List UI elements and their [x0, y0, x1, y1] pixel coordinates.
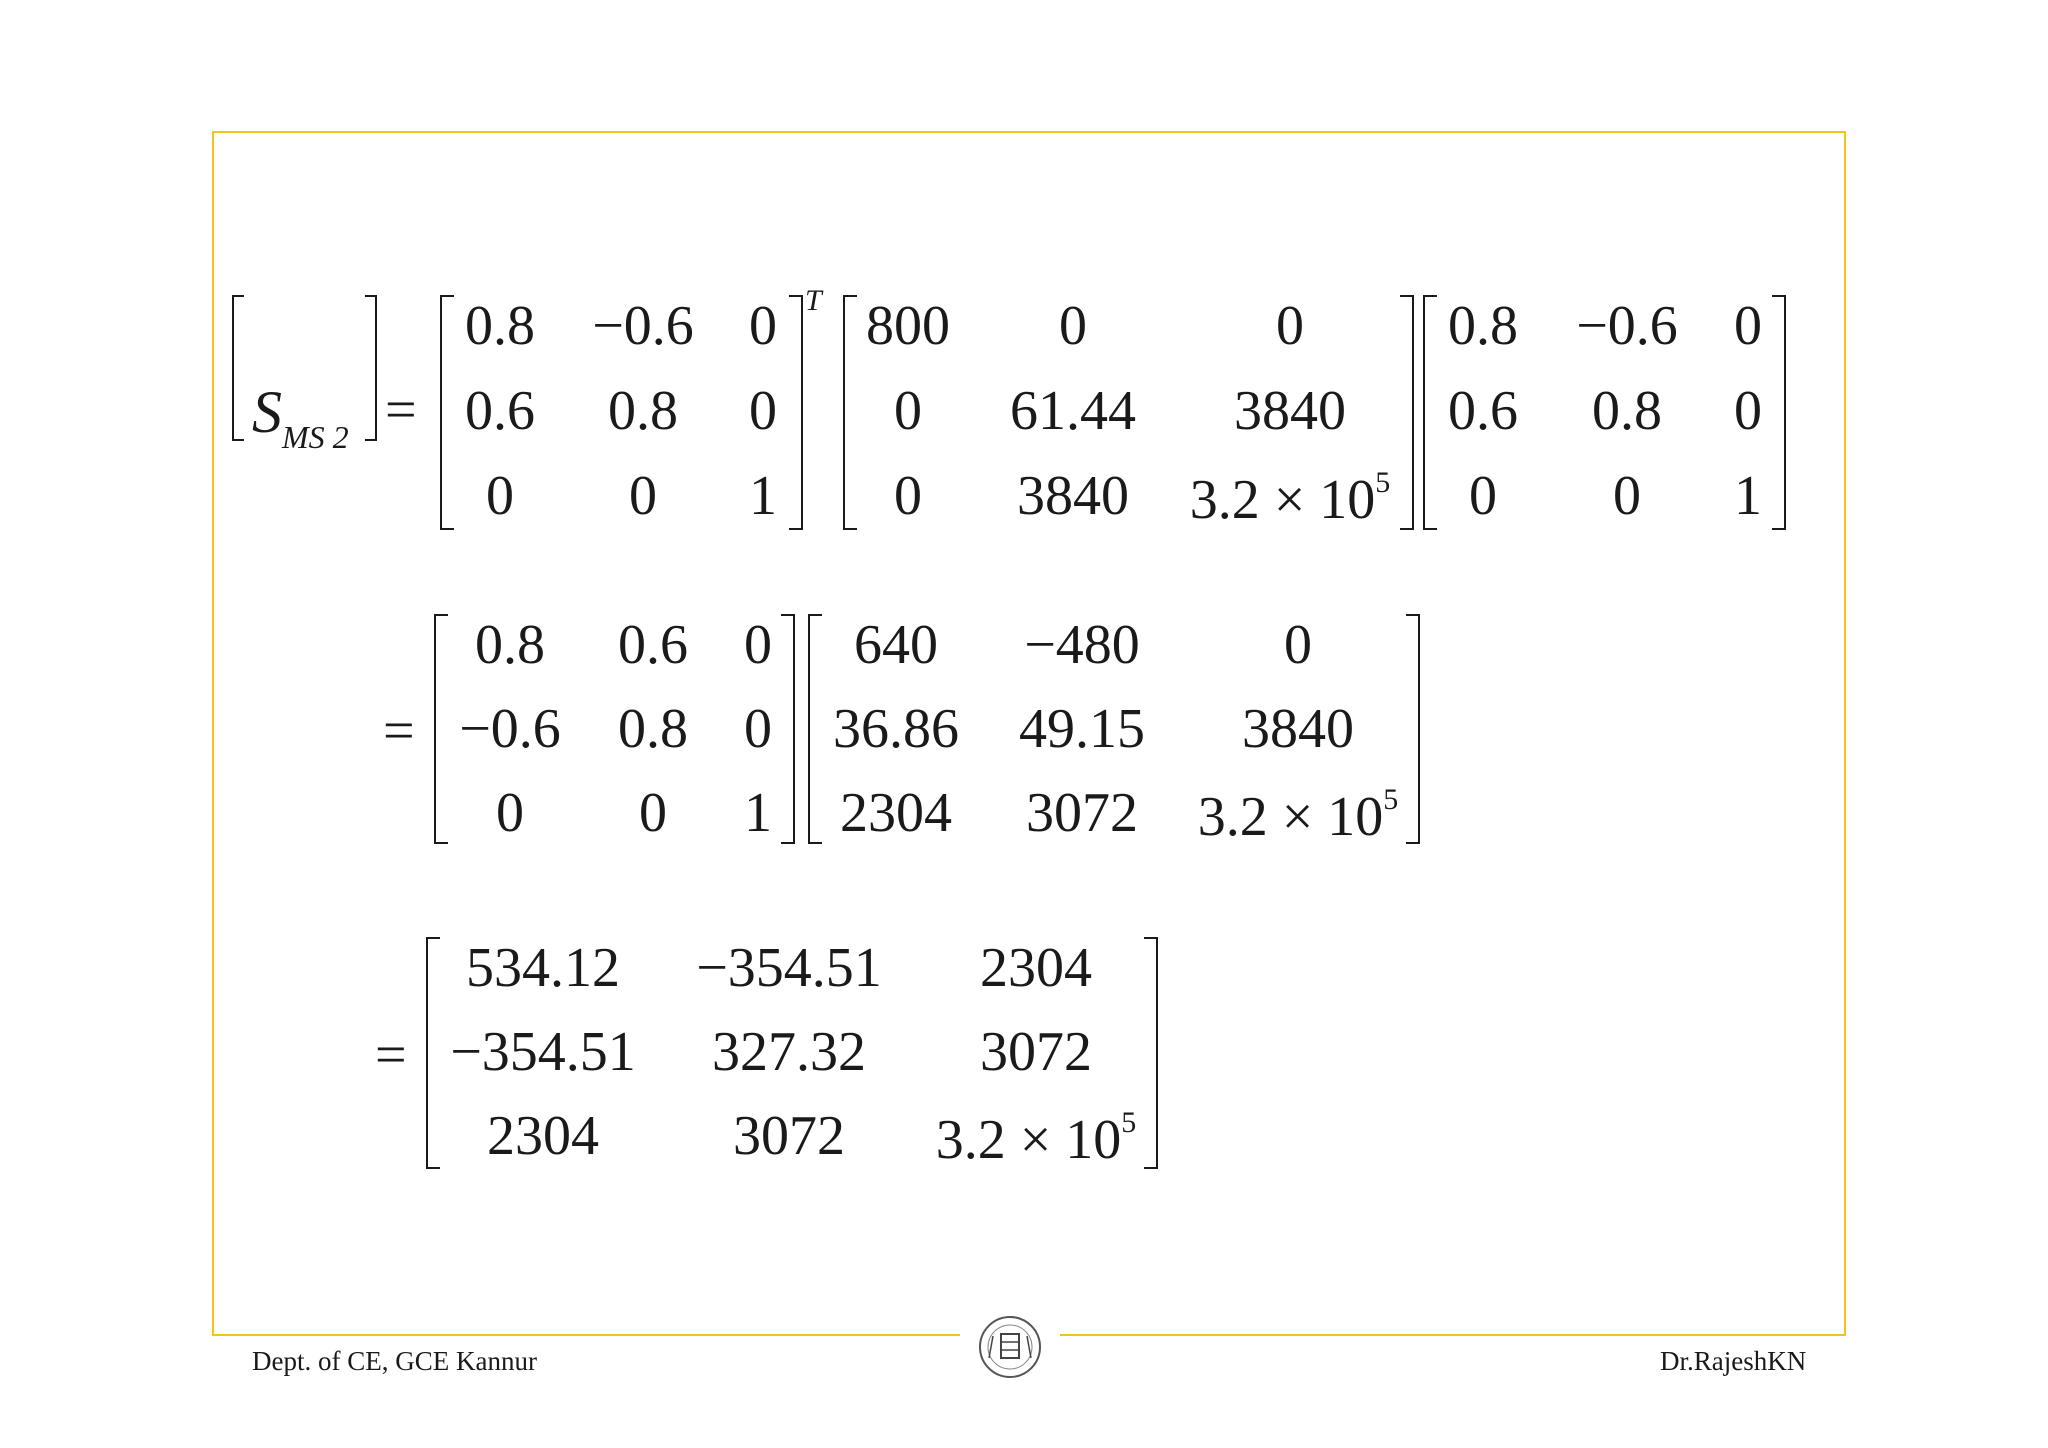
matrix-bracket-left — [843, 295, 857, 530]
matrix-cell — [1734, 465, 1762, 527]
matrix-cell-value: −0.6 — [1576, 295, 1678, 357]
lhs-bracket-right — [365, 295, 377, 441]
matrix-cell-value: 0 — [894, 465, 922, 527]
matrix-cell-value: 49.15 — [1019, 698, 1145, 760]
matrix-cell — [459, 698, 561, 760]
matrix-cell — [833, 698, 959, 760]
matrix-bracket-left — [1423, 295, 1437, 530]
matrix-cell-value: 0.8 — [475, 614, 545, 676]
matrix-cell-value: 0 — [639, 782, 667, 844]
equals-sign-1: = — [385, 379, 417, 441]
matrix-cell — [1592, 380, 1662, 442]
matrix-cell — [465, 380, 535, 442]
matrix-cell-value: 0 — [744, 614, 772, 676]
matrix-cell — [1059, 295, 1087, 357]
matrix-bracket-left — [808, 614, 822, 844]
matrix-cell-value: 1 — [744, 782, 772, 844]
matrix-cell — [1197, 783, 1399, 848]
matrix-cell — [618, 614, 688, 676]
matrix-cell-value: 0 — [629, 465, 657, 527]
matrix-cell — [1734, 295, 1762, 357]
matrix-cell-value: 3840 — [1234, 380, 1346, 442]
matrix-cell — [749, 465, 777, 527]
matrix-cell — [696, 937, 882, 999]
matrix-cell-value: 0 — [1276, 295, 1304, 357]
matrix-cell-value: 0 — [486, 465, 514, 527]
matrix-cell — [629, 465, 657, 527]
matrix-cell — [618, 698, 688, 760]
matrix-cell — [1019, 698, 1145, 760]
matrix-cell-value: 0 — [496, 782, 524, 844]
matrix-cell-value: 327.32 — [712, 1021, 866, 1083]
matrix-cell-value: 3072 — [980, 1021, 1092, 1083]
matrix-cell — [1189, 466, 1391, 531]
equals-sign-2: = — [383, 700, 415, 762]
matrix-cell — [639, 782, 667, 844]
exponent: 5 — [1375, 466, 1391, 499]
matrix-bracket-left — [440, 295, 454, 530]
matrix-cell-value: 0 — [894, 380, 922, 442]
matrix-cell-value: 0.8 — [465, 295, 535, 357]
matrix-cell-value: 3.2 × 10 — [1189, 469, 1376, 531]
matrix-bracket-right — [1772, 295, 1786, 530]
matrix-cell — [744, 614, 772, 676]
matrix-bracket-right — [1144, 937, 1158, 1169]
matrix-cell — [496, 782, 524, 844]
matrix-cell-value: 0.6 — [465, 380, 535, 442]
matrix-cell-value: 61.44 — [1010, 380, 1136, 442]
matrix-cell-value: 3840 — [1017, 465, 1129, 527]
matrix-cell — [744, 782, 772, 844]
matrix-cell — [749, 295, 777, 357]
matrix-cell — [854, 614, 938, 676]
matrix-cell-value: −0.6 — [592, 295, 694, 357]
matrix-cell-value: 3072 — [1026, 782, 1138, 844]
matrix-cell — [1242, 698, 1354, 760]
equals-sign-3: = — [375, 1024, 407, 1086]
matrix-cell-value: 2304 — [840, 782, 952, 844]
lhs-symbol: $S_{MS 2}$ — [252, 379, 349, 455]
matrix-cell — [1469, 465, 1497, 527]
matrix-cell-value: 0.8 — [608, 380, 678, 442]
matrix-cell — [1276, 295, 1304, 357]
matrix-cell-value: 0 — [1734, 295, 1762, 357]
matrix-cell — [712, 1021, 866, 1083]
matrix-cell — [1010, 380, 1136, 442]
matrix-cell-value: 1 — [1734, 465, 1762, 527]
exponent: 5 — [1383, 783, 1399, 816]
matrix-cell-value: 0 — [1284, 614, 1312, 676]
matrix-cell — [487, 1105, 599, 1167]
exponent: 5 — [1121, 1106, 1137, 1139]
matrix-cell-value: 0.6 — [1448, 380, 1518, 442]
matrix-cell — [486, 465, 514, 527]
matrix-cell-value: 2304 — [980, 937, 1092, 999]
footer-right: Dr.RajeshKN — [1660, 1346, 1807, 1376]
matrix-cell — [1284, 614, 1312, 676]
matrix-cell — [840, 782, 952, 844]
matrix-cell — [1613, 465, 1641, 527]
matrix-cell-value: 3072 — [733, 1105, 845, 1167]
matrix-cell — [450, 1021, 636, 1083]
matrix-cell — [608, 380, 678, 442]
matrix-bracket-left — [426, 937, 440, 1169]
matrix-cell — [1576, 295, 1678, 357]
matrix-cell-value: −480 — [1024, 614, 1140, 676]
matrix-cell-value: 640 — [854, 614, 938, 676]
matrix-cell-value: 3.2 × 10 — [1197, 786, 1384, 848]
matrix-cell — [733, 1105, 845, 1167]
matrix-cell — [1026, 782, 1138, 844]
matrix-cell-value: 0 — [1059, 295, 1087, 357]
matrix-cell-value: 36.86 — [833, 698, 959, 760]
matrix-cell — [465, 295, 535, 357]
college-logo-icon — [975, 1312, 1045, 1382]
matrix-cell — [1017, 465, 1129, 527]
matrix-cell-value: 0 — [749, 295, 777, 357]
matrix-cell — [749, 380, 777, 442]
matrix-cell — [894, 380, 922, 442]
matrix-cell-value: 0 — [1613, 465, 1641, 527]
matrix-cell — [1734, 380, 1762, 442]
matrix-cell-value: 0 — [1734, 380, 1762, 442]
matrix-cell-value: 534.12 — [466, 937, 620, 999]
matrix-bracket-right — [781, 614, 795, 844]
transpose-superscript: T — [805, 284, 822, 317]
matrix-cell-value: −354.51 — [450, 1021, 636, 1083]
matrix-cell — [1448, 380, 1518, 442]
matrix-cell — [466, 937, 620, 999]
matrix-bracket-right — [1406, 614, 1420, 844]
matrix-cell — [980, 937, 1092, 999]
matrix-cell-value: 0 — [744, 698, 772, 760]
matrix-cell-value: 3.2 × 10 — [935, 1109, 1122, 1171]
matrix-cell-value: 800 — [866, 295, 950, 357]
matrix-cell — [980, 1021, 1092, 1083]
matrix-cell — [1234, 380, 1346, 442]
matrix-cell-value: 1 — [749, 465, 777, 527]
matrix-cell-value: 0.6 — [618, 614, 688, 676]
matrix-cell — [744, 698, 772, 760]
matrix-cell — [1024, 614, 1140, 676]
footer-left: Dept. of CE, GCE Kannur — [252, 1346, 537, 1376]
matrix-cell — [592, 295, 694, 357]
matrix-cell-value: 0 — [749, 380, 777, 442]
matrix-cell-value: 0.8 — [1592, 380, 1662, 442]
lhs-bracket-left — [232, 295, 244, 441]
matrix-cell — [1448, 295, 1518, 357]
matrix-cell-value: 3840 — [1242, 698, 1354, 760]
matrix-cell — [935, 1106, 1137, 1171]
matrix-bracket-right — [1400, 295, 1414, 530]
matrix-cell-value: −0.6 — [459, 698, 561, 760]
matrix-bracket-right — [789, 295, 803, 530]
matrix-cell-value: 0 — [1469, 465, 1497, 527]
matrix-bracket-left — [434, 614, 448, 844]
matrix-cell-value: 0.8 — [618, 698, 688, 760]
matrix-cell-value: 0.8 — [1448, 295, 1518, 357]
matrix-cell — [894, 465, 922, 527]
matrix-cell — [475, 614, 545, 676]
matrix-cell-value: −354.51 — [696, 937, 882, 999]
matrix-cell — [866, 295, 950, 357]
matrix-cell-value: 2304 — [487, 1105, 599, 1167]
